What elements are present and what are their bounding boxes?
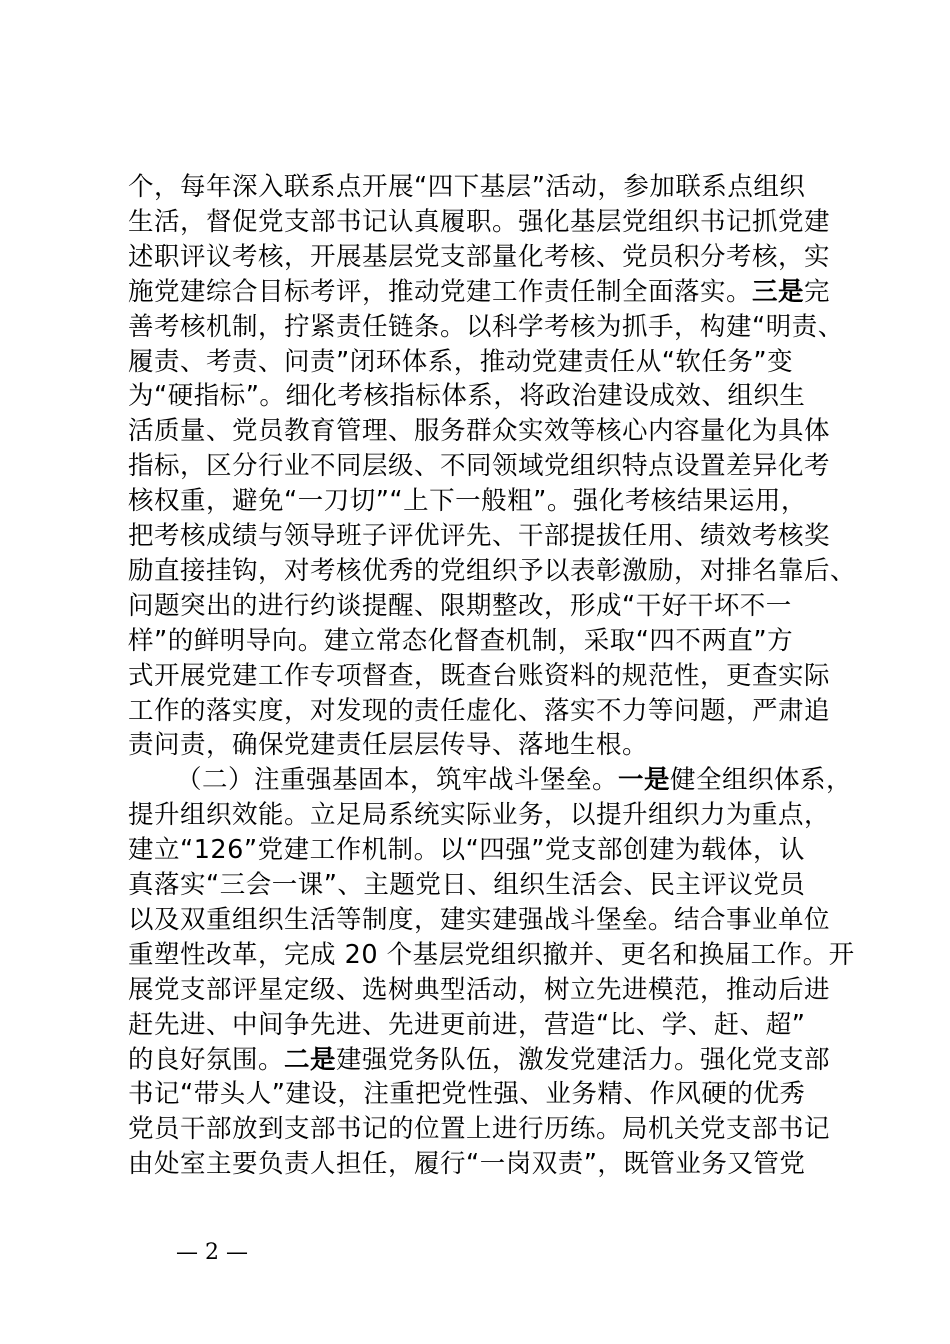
text-line (128, 798, 830, 832)
text-segment: 党员干部放到支部书记的位置上进行历练。局机关党支部书记 (128, 1114, 831, 1145)
text-line (128, 484, 807, 518)
text-line (176, 763, 852, 797)
page-number: — 2 — (176, 1240, 248, 1265)
text-segment: 的良好氛围。 (128, 1044, 285, 1075)
text-segment: 生活，督促党支部书记认真履职。强化基层党组织书记抓党建 (128, 206, 831, 237)
text-segment: 式开展党建工作专项督查，既查台账资料的规范性，更查实际 (128, 660, 831, 691)
text-line (128, 868, 805, 902)
text-line (128, 659, 830, 693)
text-segment: 活质量、党员教育管理、服务群众实效等核心内容量化为具体 (128, 416, 831, 447)
text-line (128, 694, 830, 728)
text-line (128, 1043, 830, 1077)
text-line (128, 728, 648, 762)
text-line (128, 973, 830, 1007)
bold-lead-phrase: 三是 (752, 276, 805, 307)
text-segment: 问题突出的进行约谈提醒、限期整改，形成“干好干坏不一 (128, 590, 792, 621)
text-line (128, 554, 856, 588)
text-line (128, 205, 830, 239)
text-segment: 善考核机制，拧紧责任链条。以科学考核为抓手，构建“明责、 (128, 311, 844, 342)
text-line (128, 170, 805, 204)
text-segment: 完 (804, 276, 831, 307)
text-segment: 提升组织效能。立足局系统实际业务，以提升组织力为重点， (128, 800, 831, 831)
text-segment: 健全组织体系， (670, 765, 853, 796)
text-line (128, 1008, 805, 1042)
text-segment: 为“硬指标”。细化考核指标体系，将政治建设成效、组织生 (128, 381, 806, 412)
text-line (128, 414, 830, 448)
text-line (128, 624, 793, 658)
text-segment: 展党支部评星定级、选树典型活动，树立先进模范，推动后进 (128, 974, 831, 1005)
text-segment: 把考核成绩与领导班子评优评先、干部提拔任用、绩效考核奖 (128, 521, 831, 551)
text-segment: 履责、考责、问责”闭环体系，推动党建责任从“软任务”变 (128, 346, 794, 377)
text-line (128, 1077, 805, 1111)
text-line (128, 345, 793, 379)
text-line (128, 903, 830, 937)
text-line (128, 240, 830, 274)
text-segment: 核权重，避免“一刀切”“上下一般粗”。强化考核结果运用， (128, 486, 807, 517)
text-line (128, 833, 805, 867)
text-line (128, 589, 792, 623)
text-line (128, 938, 855, 972)
text-segment: 个，每年深入联系点开展“四下基层”活动，参加联系点组织 (128, 172, 806, 202)
text-segment: 施党建综合目标考评，推动党建工作责任制全面落实。 (128, 276, 753, 307)
text-segment: 重塑性改革，完成 20 个基层党组织撤并、更名和换届工作。开 (128, 939, 855, 970)
text-segment: 以及双重组织生活等制度，建实建强战斗堡垒。结合事业单位 (128, 904, 831, 935)
bold-lead-phrase: 一是 (618, 765, 671, 796)
text-segment: 样”的鲜明导向。建立常态化督查机制，采取“四不两直”方 (128, 625, 794, 656)
text-line (128, 310, 844, 344)
text-line (128, 449, 830, 483)
text-segment: 责问责，确保党建责任层层传导、落地生根。 (128, 730, 649, 761)
text-segment: 指标，区分行业不同层级、不同领域党组织特点设置差异化考 (128, 451, 831, 482)
text-segment: 书记“带头人”建设，注重把党性强、业务精、作风硬的优秀 (128, 1079, 806, 1110)
text-segment: 建强党务队伍，激发党建活力。强化党支部 (336, 1044, 831, 1075)
text-line (128, 519, 830, 553)
bold-lead-phrase: 二是 (284, 1044, 337, 1075)
text-segment: 赶先进、中间争先进、先进更前进，营造“比、学、赶、超” (128, 1009, 806, 1040)
text-segment: 建立“126”党建工作机制。以“四强”党支部创建为载体，认 (128, 835, 806, 866)
text-line (128, 1112, 830, 1146)
text-segment: 真落实“三会一课”、主题党日、组织生活会、民主评议党员 (128, 870, 806, 900)
text-line (128, 1147, 805, 1181)
text-segment: 由处室主要负责人担任，履行“一岗双责”，既管业务又管党 (128, 1149, 806, 1180)
text-line (128, 275, 830, 309)
text-segment: 工作的落实度，对发现的责任虚化、落实不力等问题，严肃追 (128, 695, 831, 726)
text-segment: （二）注重强基固本，筑牢战斗堡垒。 (176, 765, 619, 796)
text-segment: 述职评议考核，开展基层党支部量化考核、党员积分考核，实 (128, 241, 831, 272)
text-line (128, 379, 805, 413)
text-segment: 励直接挂钩，对考核优秀的党组织予以表彰激励，对排名靠后、 (128, 555, 857, 586)
